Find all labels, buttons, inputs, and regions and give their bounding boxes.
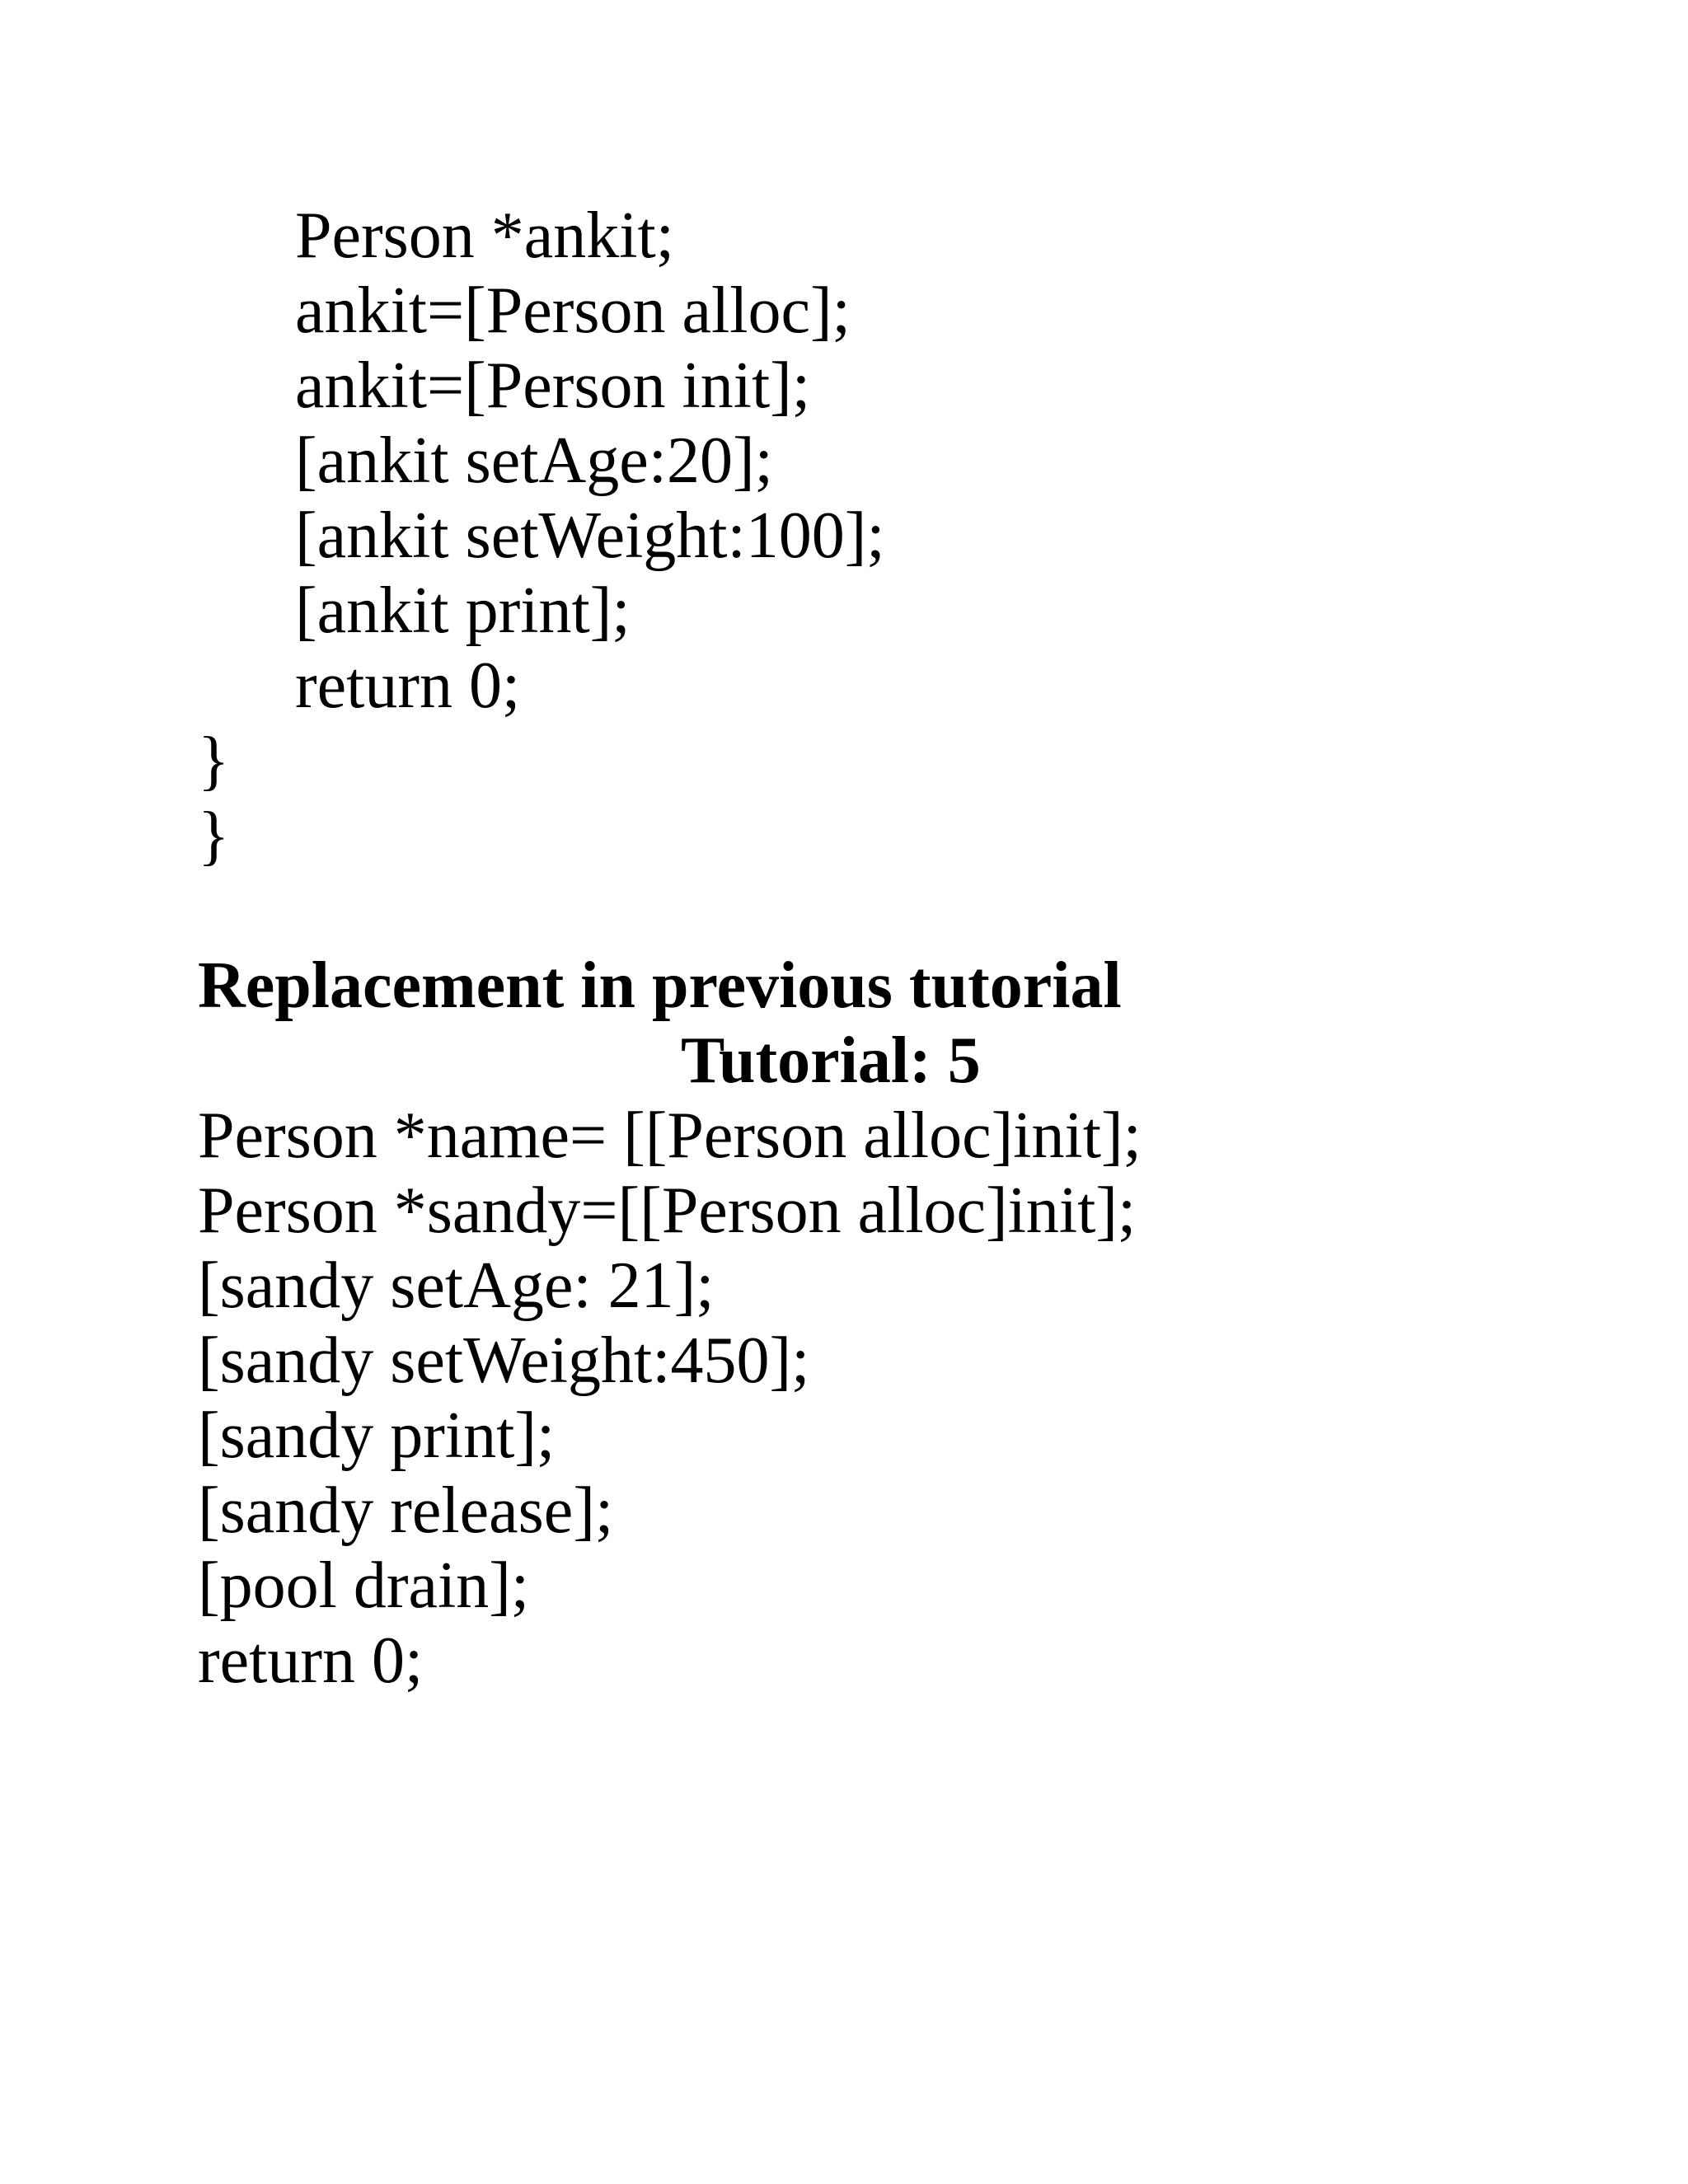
- closing-brace: }: [198, 799, 230, 872]
- code-line: [sandy print];: [198, 1399, 556, 1472]
- code-line: return 0;: [295, 649, 521, 722]
- code-line: [pool drain];: [198, 1549, 530, 1622]
- closing-brace: }: [198, 724, 230, 797]
- code-line: [sandy setAge: 21];: [198, 1249, 715, 1322]
- code-line: [ankit setWeight:100];: [295, 499, 885, 572]
- section-subheading: Tutorial: 5: [681, 1024, 981, 1097]
- code-line: [ankit print];: [295, 574, 631, 647]
- code-line: return 0;: [198, 1624, 424, 1697]
- code-line: [sandy release];: [198, 1474, 614, 1547]
- section-heading: Replacement in previous tutorial: [198, 949, 1122, 1022]
- code-line: ankit=[Person init];: [295, 349, 811, 422]
- code-line: [sandy setWeight:450];: [198, 1324, 810, 1397]
- code-line: Person *sandy=[[Person alloc]init];: [198, 1174, 1137, 1247]
- code-line: ankit=[Person alloc];: [295, 274, 851, 347]
- code-line: Person *ankit;: [295, 199, 674, 272]
- code-line: [ankit setAge:20];: [295, 424, 773, 497]
- code-line: Person *name= [[Person alloc]init];: [198, 1099, 1142, 1172]
